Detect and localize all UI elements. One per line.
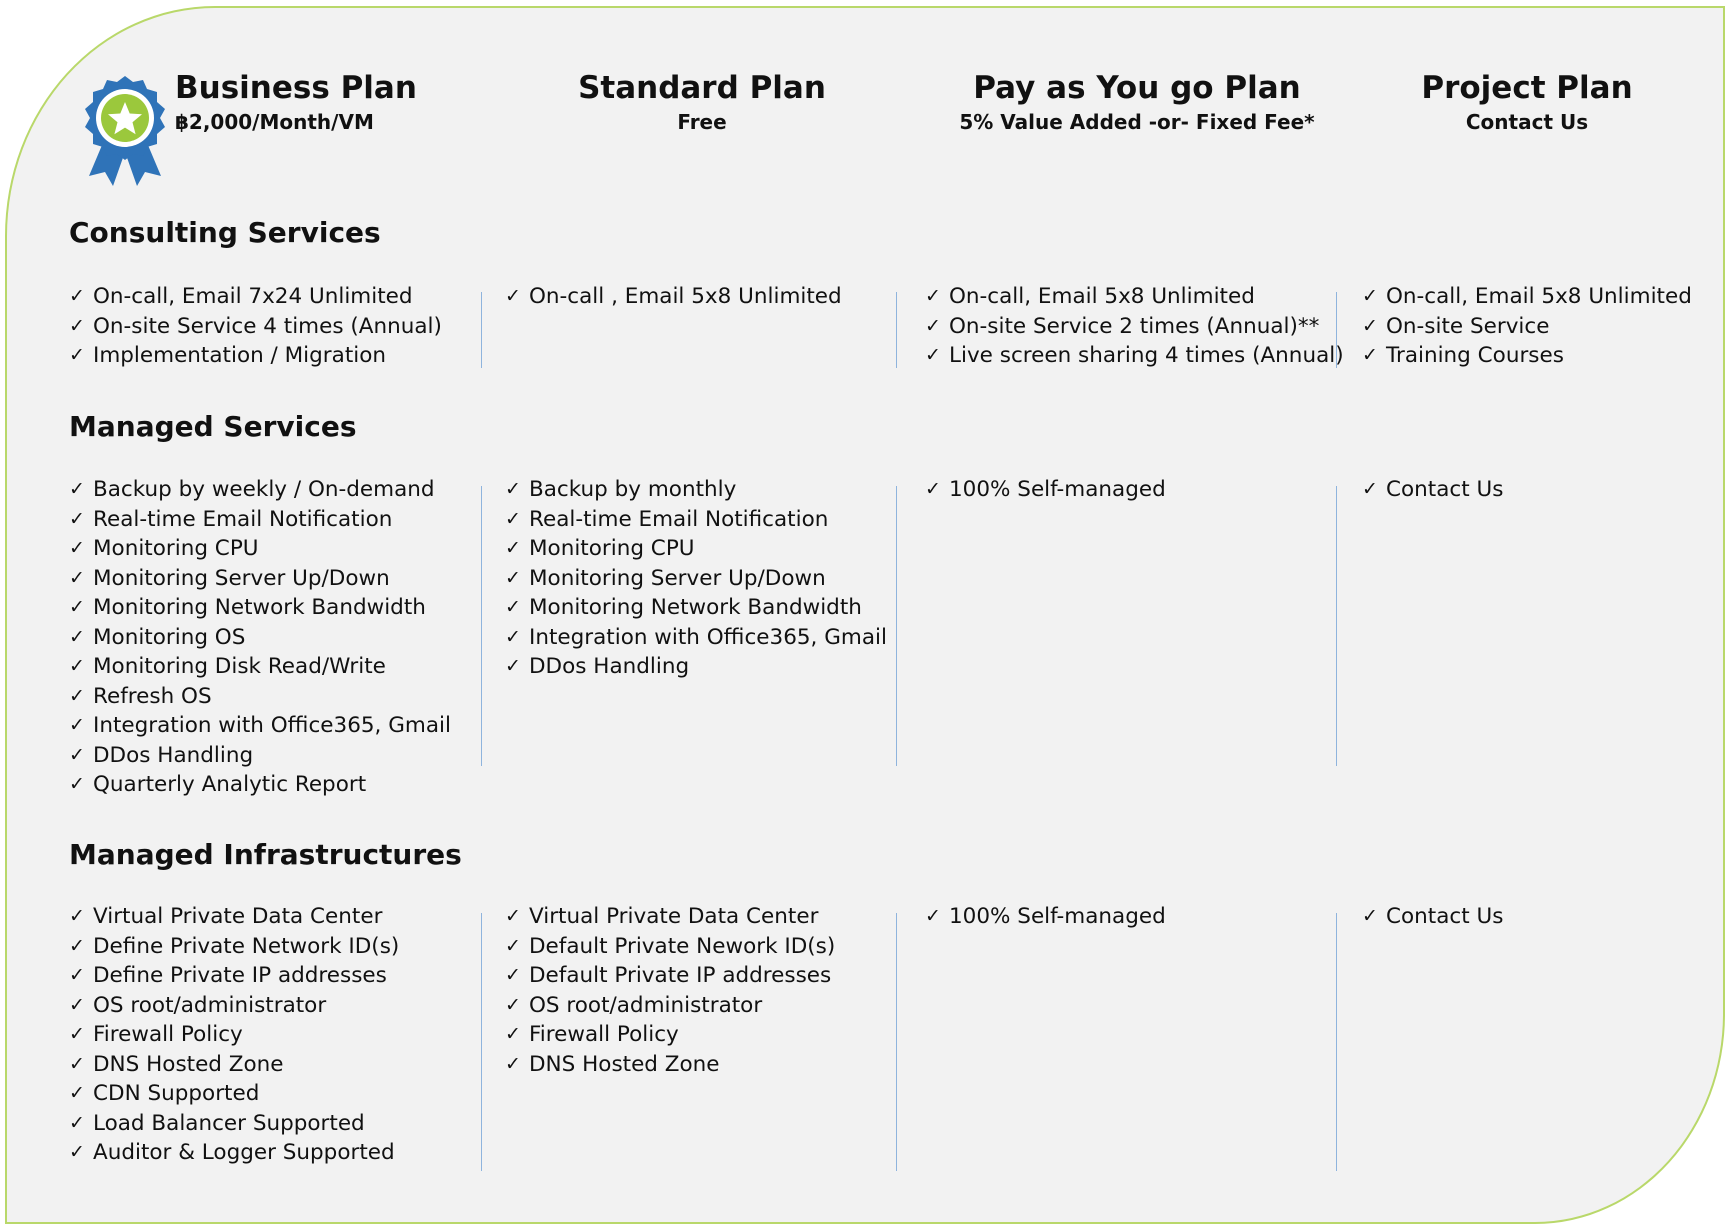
list-item: ✓ OS root/administrator (69, 991, 399, 1021)
list-item: ✓ On-site Service 2 times (Annual)** (925, 312, 1344, 342)
list-item: ✓ DDos Handling (69, 741, 451, 771)
list-item: ✓ On-site Service 4 times (Annual) (69, 312, 442, 342)
check-icon: ✓ (1362, 478, 1378, 500)
check-icon: ✓ (505, 507, 521, 530)
check-icon: ✓ (505, 934, 521, 957)
list-item: ✓ Monitoring Server Up/Down (505, 564, 887, 594)
list-item: ✓ Integration with Office365, Gmail (69, 711, 451, 741)
check-icon: ✓ (1362, 344, 1378, 366)
plan-name: Standard Plan (578, 70, 826, 106)
plan-name: Project Plan (1421, 70, 1633, 106)
check-icon: ✓ (1362, 314, 1378, 337)
list-item: ✓ Backup by weekly / On-demand (69, 475, 451, 505)
column-divider (896, 486, 897, 766)
check-icon: ✓ (69, 684, 85, 707)
check-icon: ✓ (1362, 285, 1378, 307)
list-item: ✓ Refresh OS (69, 682, 451, 712)
list-item: ✓ Virtual Private Data Center (505, 902, 835, 932)
consulting-payg-list (925, 282, 1344, 371)
list-item: ✓ Monitoring Network Bandwidth (69, 593, 451, 623)
list-item: ✓ Monitoring Network Bandwidth (505, 593, 887, 623)
infra-payg-list (925, 902, 1166, 932)
list-item: ✓ On-call, Email 5x8 Unlimited (925, 282, 1344, 312)
list-item: ✓ On-call, Email 5x8 Unlimited (1362, 282, 1692, 312)
list-item: ✓ On-call , Email 5x8 Unlimited (505, 282, 842, 312)
list-item: ✓ DNS Hosted Zone (69, 1050, 399, 1080)
check-icon: ✓ (69, 625, 85, 648)
plan-price: 5% Value Added -or- Fixed Fee* (959, 110, 1315, 134)
award-ribbon-icon (75, 72, 175, 188)
list-item: ✓ Monitoring CPU (69, 534, 451, 564)
check-icon: ✓ (69, 743, 85, 766)
check-icon: ✓ (505, 625, 521, 648)
list-item: ✓ Default Private Nework ID(s) (505, 932, 835, 962)
list-item: ✓ Training Courses (1362, 341, 1692, 371)
check-icon: ✓ (505, 285, 521, 307)
list-item: ✓ Contact Us (1362, 902, 1503, 932)
plan-name: Business Plan (175, 70, 417, 106)
column-divider (481, 292, 482, 368)
list-item: ✓ Load Balancer Supported (69, 1109, 399, 1139)
plan-header-payg (927, 68, 1347, 136)
list-item: ✓ On-site Service (1362, 312, 1692, 342)
check-icon: ✓ (505, 905, 521, 927)
check-icon: ✓ (69, 1111, 85, 1134)
infra-business-list (69, 902, 399, 1168)
list-item: ✓ Monitoring OS (69, 623, 451, 653)
plan-name: Pay as You go Plan (973, 70, 1301, 106)
list-item: ✓ Live screen sharing 4 times (Annual) (925, 341, 1344, 371)
list-item: ✓ DNS Hosted Zone (505, 1050, 835, 1080)
consulting-business-list (69, 282, 442, 371)
plan-price: Contact Us (1465, 110, 1589, 134)
check-icon: ✓ (505, 537, 521, 559)
list-item: ✓ Backup by monthly (505, 475, 887, 505)
list-item: ✓ Implementation / Migration (69, 341, 442, 371)
list-item: ✓ Real-time Email Notification (69, 505, 451, 535)
column-divider (481, 913, 482, 1171)
check-icon: ✓ (925, 314, 941, 337)
list-item: ✓ Define Private IP addresses (69, 961, 399, 991)
check-icon: ✓ (69, 714, 85, 736)
check-icon: ✓ (69, 507, 85, 530)
plan-header-project (1387, 68, 1667, 136)
list-item: ✓ Real-time Email Notification (505, 505, 887, 535)
list-item: ✓ DDos Handling (505, 652, 887, 682)
list-item: ✓ Quarterly Analytic Report (69, 770, 451, 800)
column-divider (1336, 486, 1337, 766)
list-item: ✓ Virtual Private Data Center (69, 902, 399, 932)
services-standard-list (505, 475, 887, 682)
check-icon: ✓ (1362, 905, 1378, 927)
list-item: ✓ Auditor & Logger Supported (69, 1138, 399, 1168)
pricing-card (5, 6, 1725, 1224)
check-icon: ✓ (69, 1052, 85, 1075)
list-item: ✓ On-call, Email 7x24 Unlimited (69, 282, 442, 312)
list-item: ✓ Firewall Policy (69, 1020, 399, 1050)
column-divider (1336, 913, 1337, 1171)
consulting-standard-list (505, 282, 842, 312)
check-icon: ✓ (505, 964, 521, 986)
plan-header-business (175, 68, 417, 136)
plan-price: ฿2,000/Month/VM (175, 110, 374, 134)
infra-project-list (1362, 902, 1503, 932)
list-item: ✓ CDN Supported (69, 1079, 399, 1109)
column-divider (481, 486, 482, 766)
check-icon: ✓ (505, 655, 521, 677)
list-item: ✓ Monitoring Disk Read/Write (69, 652, 451, 682)
check-icon: ✓ (505, 993, 521, 1016)
check-icon: ✓ (925, 285, 941, 307)
check-icon: ✓ (505, 596, 521, 618)
list-item: ✓ 100% Self-managed (925, 902, 1166, 932)
check-icon: ✓ (69, 1141, 85, 1163)
check-icon: ✓ (505, 566, 521, 589)
list-item: ✓ OS root/administrator (505, 991, 835, 1021)
list-item: ✓ Integration with Office365, Gmail (505, 623, 887, 653)
check-icon: ✓ (69, 537, 85, 559)
check-icon: ✓ (69, 1082, 85, 1104)
column-divider (1336, 292, 1337, 368)
services-payg-list (925, 475, 1166, 505)
consulting-project-list (1362, 282, 1692, 371)
list-item: ✓ Default Private IP addresses (505, 961, 835, 991)
check-icon: ✓ (69, 993, 85, 1016)
services-business-list (69, 475, 451, 800)
check-icon: ✓ (925, 905, 941, 927)
column-divider (896, 292, 897, 368)
list-item: ✓ Define Private Network ID(s) (69, 932, 399, 962)
check-icon: ✓ (69, 478, 85, 500)
section-title-managed-services: Managed Services (69, 410, 357, 443)
check-icon: ✓ (69, 655, 85, 677)
services-project-list (1362, 475, 1503, 505)
check-icon: ✓ (69, 344, 85, 366)
list-item: ✓ Firewall Policy (505, 1020, 835, 1050)
check-icon: ✓ (69, 905, 85, 927)
list-item: ✓ Monitoring CPU (505, 534, 887, 564)
check-icon: ✓ (69, 964, 85, 986)
column-divider (896, 913, 897, 1171)
check-icon: ✓ (69, 1023, 85, 1045)
check-icon: ✓ (69, 285, 85, 307)
check-icon: ✓ (505, 1023, 521, 1045)
check-icon: ✓ (69, 566, 85, 589)
check-icon: ✓ (69, 596, 85, 618)
check-icon: ✓ (505, 1052, 521, 1075)
check-icon: ✓ (69, 773, 85, 795)
list-item: ✓ Contact Us (1362, 475, 1503, 505)
list-item: ✓ 100% Self-managed (925, 475, 1166, 505)
check-icon: ✓ (925, 344, 941, 366)
section-title-consulting: Consulting Services (69, 216, 381, 249)
check-icon: ✓ (69, 934, 85, 957)
plan-header-standard (527, 68, 877, 136)
check-icon: ✓ (69, 314, 85, 337)
list-item: ✓ Monitoring Server Up/Down (69, 564, 451, 594)
check-icon: ✓ (925, 478, 941, 500)
infra-standard-list (505, 902, 835, 1079)
plan-price: Free (677, 110, 727, 134)
section-title-managed-infrastructures: Managed Infrastructures (69, 838, 462, 871)
check-icon: ✓ (505, 478, 521, 500)
